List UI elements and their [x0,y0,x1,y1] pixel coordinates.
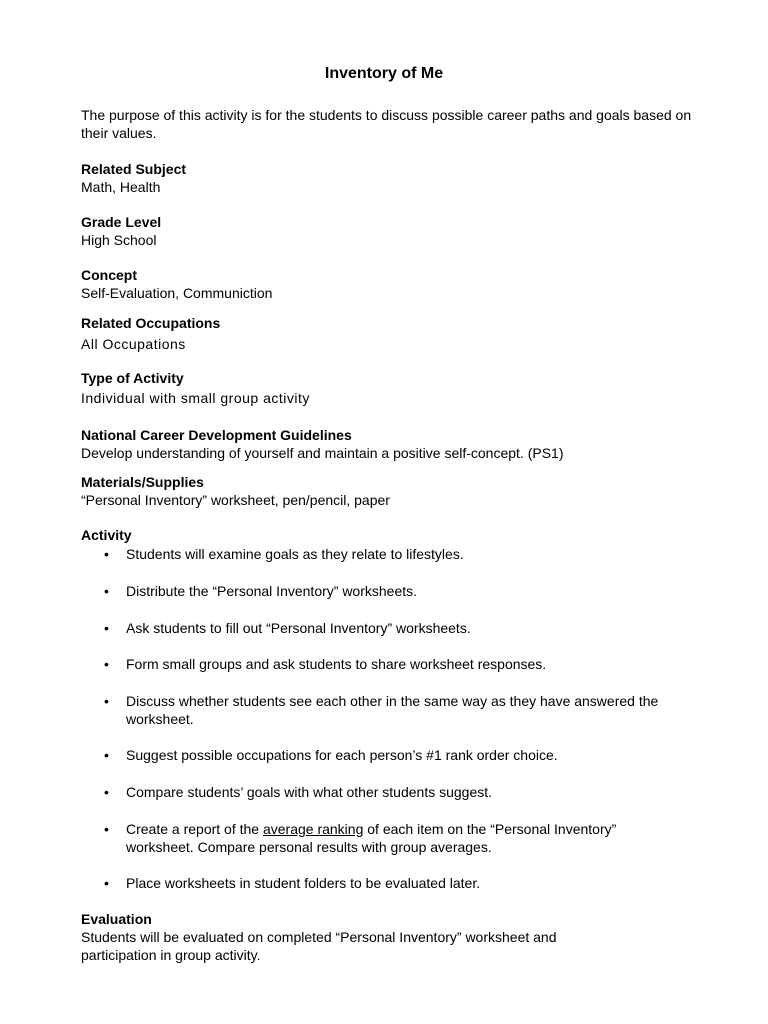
bullet-icon: • [104,821,109,837]
section-heading: Related Occupations [81,315,221,331]
list-item-text: Form small groups and ask students to share worksheet responses. [126,656,547,672]
list-item-text-start: Create a report of the [126,821,263,837]
list-item-text: Ask students to fill out “Personal Inventory” worksheets. [126,620,471,636]
section-heading: Related Subject [81,161,187,177]
list-item-text [126,820,686,856]
section-value: Individual with small group activity [81,390,310,406]
section-value: Develop understanding of yourself and maintain a positive self-concept. (PS1) [81,445,564,461]
list-item-text: Place worksheets in student folders to be evaluated later. [126,875,481,891]
section-value: All Occupations [81,336,186,352]
section-value: “Personal Inventory” worksheet, pen/pencil, paper [81,492,390,508]
bullet-icon: • [104,546,109,562]
purpose-paragraph: The purpose of this activity is for the students to discuss possible career paths and goals based on their values. [81,107,692,141]
list-item-text-end: of each item on the “Personal Inventory” worksheet. Compare personal results with group averages. [126,821,617,855]
underlined-term: average ranking [262,821,364,837]
bullet-icon: • [104,656,109,672]
section-heading: National Career Development Guidelines [81,427,352,443]
list-item-text: Compare students’ goals with what other students suggest. [126,784,493,800]
section-heading: Type of Activity [81,370,184,386]
section-heading: Materials/Supplies [81,474,204,490]
section-heading: Concept [81,267,137,283]
section-value: Self-Evaluation, Communiction [81,285,273,301]
bullet-icon: • [104,620,109,636]
list-item-text: Suggest possible occupations for each person’s #1 rank order choice. [126,747,558,763]
section-heading: Activity [81,527,132,543]
list-item-text: Discuss whether students see each other in the same way as they have answered the worksheet. [126,693,659,727]
section-heading: Evaluation [81,911,152,927]
list-item-text: Students will examine goals as they relate to lifestyles. [126,546,464,562]
section-value: Math, Health [81,179,161,195]
bullet-icon: • [104,875,109,891]
section-heading: Grade Level [81,214,162,230]
bullet-icon: • [104,693,109,709]
section-evaluation [81,910,611,964]
bullet-icon: • [104,747,109,763]
bullet-icon: • [104,784,109,800]
bullet-icon: • [104,583,109,599]
section-value: High School [81,232,157,248]
section-value: Students will be evaluated on completed “Personal Inventory” worksheet and participation in group activity. [81,929,557,963]
document-title: Inventory of Me [324,65,444,82]
list-item-text: Distribute the “Personal Inventory” worksheets. [126,583,418,599]
